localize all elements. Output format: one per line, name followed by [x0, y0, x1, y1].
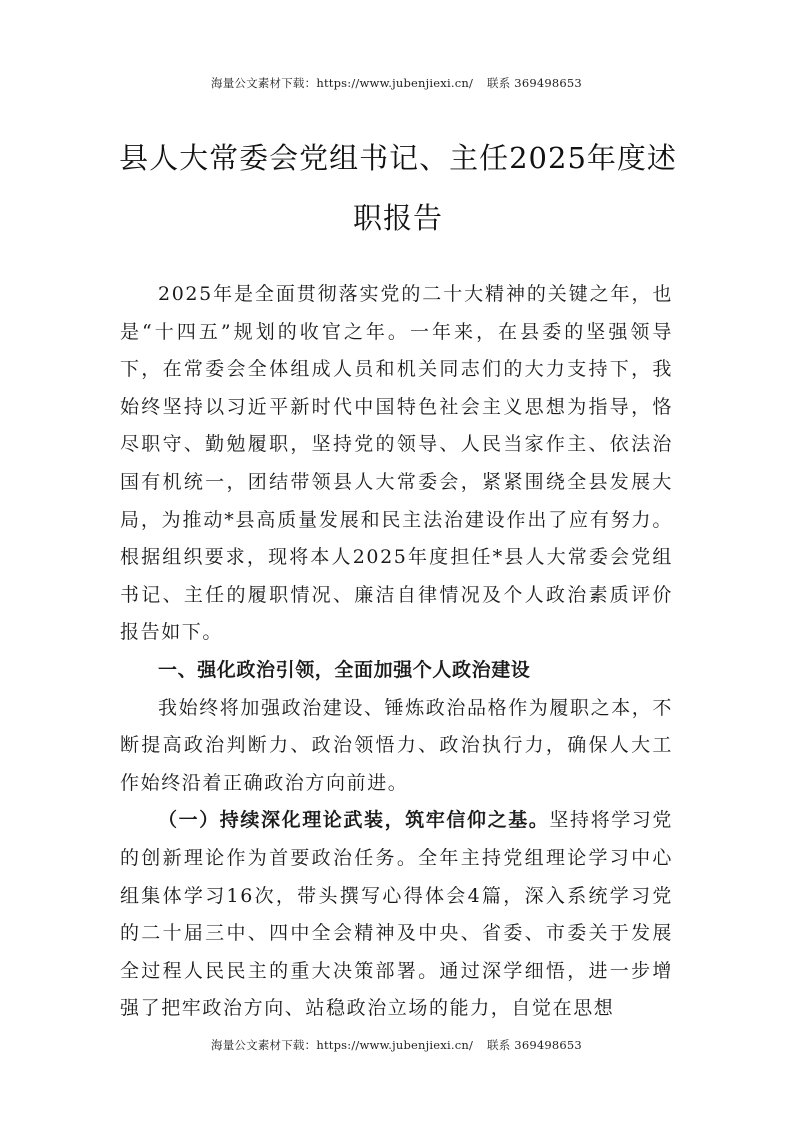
section-1-heading: 一、强化政治引领，全面加强个人政治建设	[158, 658, 531, 681]
intro-paragraph: 2025年是全面贯彻落实党的二十大精神的关键之年，也是“十四五”规划的收官之年。一年来，在县委的坚强领导下，在常委会全体组成人员和机关同志们的大力支持下，我始终坚持以习近平新时代中国特色社会主义思想为指导，恪尽职守、勤勉履职，坚持党的领导、人民当家作主、依法治国有机统一，团结带领县人大常委会，紧紧围绕全县发展大局，为推动*县高质量发展和民主法治建设作出了应有努力。根据组织要求，现将本人2025年度担任*县人大常委会党组书记、主任的履职情况、廉洁自律情况及个人政治素质评价报告如下。	[120, 283, 673, 644]
document-body	[120, 276, 673, 1028]
footer-url-link[interactable]: https://www.jubenjiexi.cn/	[316, 1038, 474, 1052]
document-title	[118, 128, 678, 248]
section-1-paragraph: 我始终将加强政治建设、锤炼政治品格作为履职之本，不断提高政治判断力、政治领悟力、政治执行力，确保人大工作始终沿着正确政治方向前进。	[120, 696, 674, 794]
footer-label: 海量公文素材下载：	[211, 1038, 317, 1052]
page-footer	[0, 1037, 793, 1053]
page-header	[0, 75, 793, 91]
footer-contact: 联系 369498653	[487, 1038, 582, 1052]
subsection-1-text: 坚持将学习党的创新理论作为首要政治任务。全年主持党组理论学习中心组集体学习16次，带头撰写心得体会4篇，深入系统学习党的二十届三中、四中全会精神及中央、省委、市委关于发展全过程人民民主的重大决策部署。通过深学细悟，进一步增强了把牢政治方向、站稳政治立场的能力，自觉在思想	[120, 809, 674, 1020]
subsection-1-heading: （一）持续深化理论武装，筑牢信仰之基。	[158, 809, 550, 832]
title-line-1: 县人大常委会党组书记、主任2025年度述	[119, 141, 677, 175]
subsection-1-paragraph	[120, 802, 673, 1028]
header-contact: 联系 369498653	[487, 76, 582, 90]
header-url-link[interactable]: https://www.jubenjiexi.cn/	[316, 76, 474, 90]
header-label: 海量公文素材下载：	[211, 76, 317, 90]
title-line-2: 职报告	[352, 201, 443, 235]
